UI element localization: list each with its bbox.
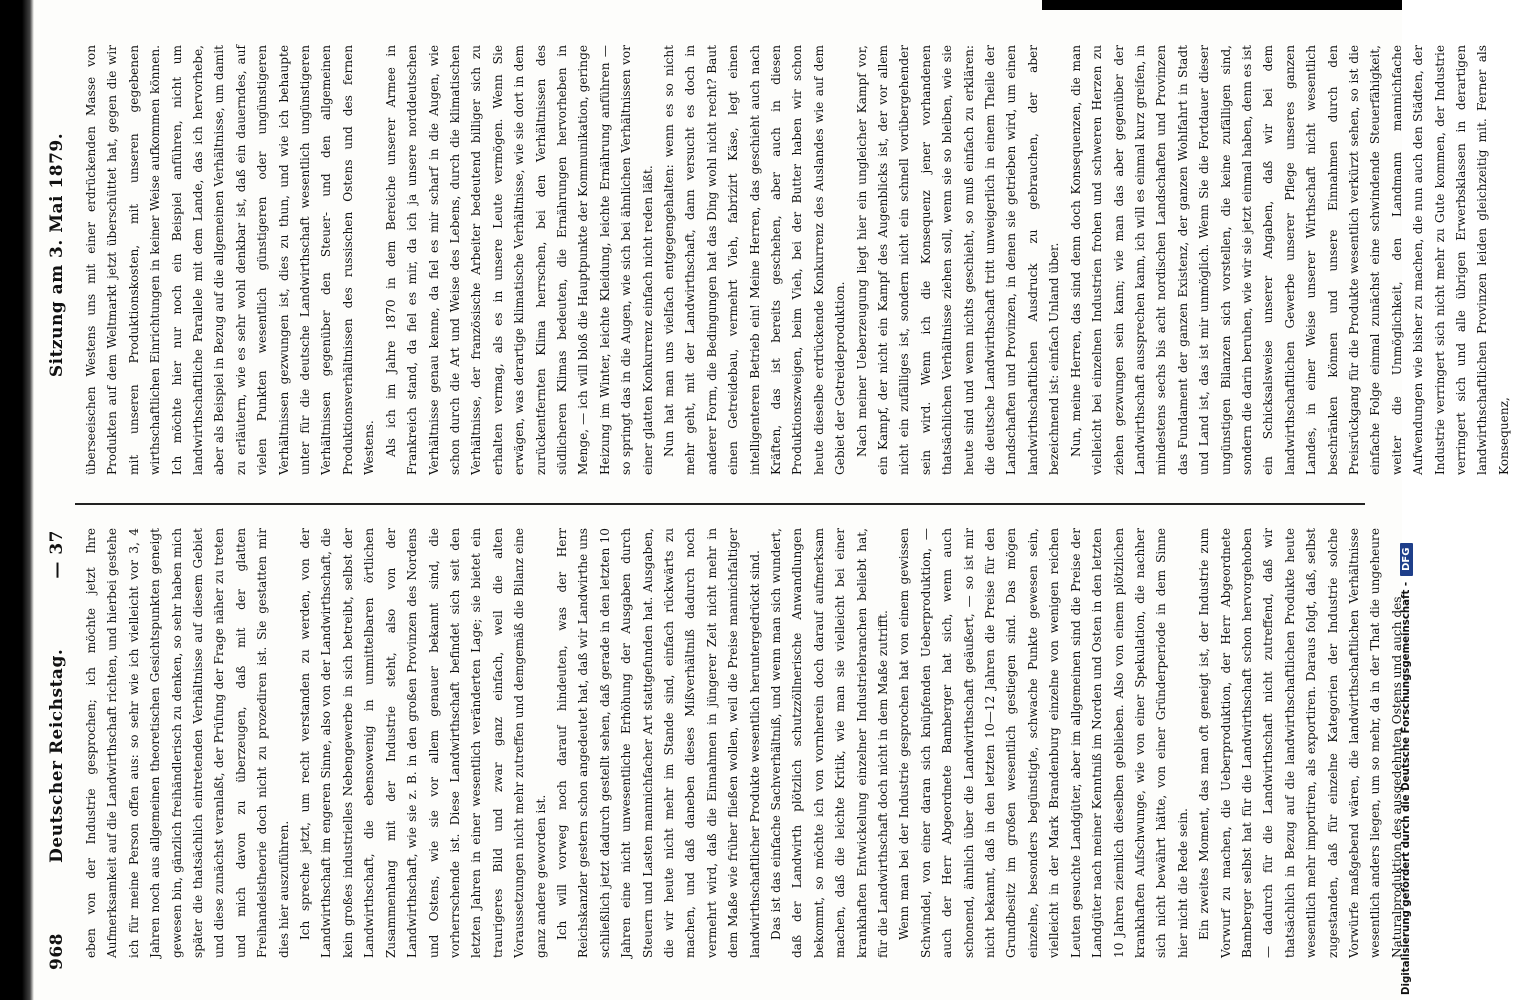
credit-text: Digitalisierung gefördert durch die Deutsche Forschungsgemeinschaft -	[1401, 581, 1412, 995]
text-column-right	[81, 45, 1511, 475]
paragraph: Wenn man bei der Industrie gesprochen hat von einem gewissen Schwindel, von einer daran sich knüpfenden Ueberproduktion, — auch der Herr Abgeordnete Bamberger hat sich, wenn auch schonend, ähnlich über die Landwirthschaft geäußert, — so ist mir nicht bekannt, daß in den letzten 10—12 Jahren die Preise für den Grundbesitz im großen wesentlich gestiegen sind. Das mögen einzelne, besonders begünstigte, schwache Punkte gewesen sein, vielleicht in der Mark Brandenburg einzelne von wenigen reichen Leuten gesuchte Landgüter, aber im allgemeinen sind die Preise der Landgüter nach meiner Kenntniß im Norden und Osten in den letzten 10 Jahren ziemlich dieselben geblieben. Also von einem plötzlichen krankhaften Aufschwunge, wie von einer Spekulation, die nachher sich nicht bewährt hätte, von einer Gründerperiode in dem Sinne hier nicht die Rede sein.	[897, 528, 1190, 958]
session-date: Sitzung am 3. Mai 1879.	[47, 132, 67, 378]
paragraph: Ich will vorweg noch darauf hindeuten, was der Herr Reichskanzler gestern schon angedeutet hat, daß wir Landwirthe uns schließlich jetzt dadurch gestellt sehen, daß gerade in den letzten 10 Jahren eine nicht unwesentliche Erhöhung der Ausgaben durch Steuern und Lasten mannichfacher Art stattgefunden hat. Ausgaben, die wir heute nicht mehr im Stande sind, einfach rückwärts zu machen, und daß daneben dieses Mißverhältniß dadurch noch vermehrt wird, daß die Einnahmen in jüngerer Zeit nicht mehr in dem Maße wie früher fließen wollen, weil die Preise mannichfaltiger landwirthschaftlicher Produkte wesentlich heruntergedrückt sind.	[554, 528, 762, 958]
digitization-credit	[1400, 543, 1413, 995]
text-column-left	[81, 528, 1404, 958]
publication-title: Deutscher Reichstag.	[47, 648, 67, 863]
page-header	[41, 30, 81, 970]
paragraph: Das ist das einfache Sachverhältniß, und wenn man sich wundert, daß der Landwirth plötzlich schutzzöllnerische Anwandlungen bekommt, so möchte ich von vornherein doch darauf aufmerksam machen, daß die leichte Kritik, wie man sie vielleicht bei einer krankhaften Entwickelung einzelner Industriebranchen beliebt hat, für die Landwirthschaft doch nicht in dem Maße zutrifft.	[769, 528, 891, 958]
scan-border-left	[0, 0, 34, 1000]
paragraph: Nun hat man uns vielfach entgegengehalten: wenn es so nicht mehr geht, mit der Landwirthschaft, dann versucht es doch in anderer Form, die Bedingungen hat das Ding wohl nicht recht? Baut einen Getreidebau, vermehrt Vieh, fabrizirt Käse, legt einen intelligenteren Betrieb ein! Meine Herren, das geschieht auch nach Kräften, das ist bereits geschehen, aber auch in diesen Produktionszweigen, beim Vieh, bei der Butter haben wir schon heute dieselbe erdrückende Konkurrenz des Auslandes wie auf dem Gebiet der Getreideproduktion.	[661, 45, 848, 475]
scan-border-top	[1042, 0, 1402, 10]
paragraph: Nun, meine Herren, das sind denn doch Konsequenzen, die man vielleicht bei einzelnen Industrien frohen und schweren Herzen zu ziehen gezwungen sein kann; wie man das aber gegenüber der Landwirthschaft aussprechen kann, ich will es einmal kurz greifen, in mindestens sechs bis acht nordischen Landschaften und Provinzen das Fundament der ganzen Existenz, der ganzen Wohlfahrt in Stadt und Land ist, das ist mir unmöglich. Wenn Sie die Fortdauer dieser ungünstigen Bilanzen sich vorstellen, die keine zufälligen sind, sondern die darin beruhen, wie wir sie jetzt einmal haben, denn es ist ein Schicksalsweise unserer Angaben, daß wir bei dem landwirthschaftlichen Gewerbe unserer Pflege unseres ganzen Landes, in einer Weise unserer Wirthschaft nicht wesentlich beschränken können und unsere Einnahmen durch den Preisrückgang für die Produkte wesentlich verkürzt sehen, so ist die einfache Folge einmal zunächst eine schwindende Steuerfähigkeit, weiter die Unmöglichkeit, den Landmann mannichfache Aufwendungen wie bisher zu machen, die nun auch den Städten, der Industrie verringert sich nicht mehr zu Gute kommen, der Industrie verringert sich und alle übrigen Erwerbsklassen in derartigen landwirthschaftlichen Provinzen leiden gleichzeitig mit. Ferner als Konsequenz,	[1068, 45, 1511, 475]
column-divider	[75, 503, 1365, 505]
header-left	[47, 530, 67, 970]
paragraph: überseeischen Westens uns mit einer erdrückenden Masse von Produkten auf dem Weltmarkt jetzt überschüttet hat, gegen die wir mit unseren Produktionskosten, mit unseren gegebenen wirthschaftlichen Einrichtungen in keiner Weise aufkommen können. Ich möchte hier nur noch ein Beispiel anführen, nicht um landwirthschaftliche Parallele mit dem Lande, das ich hervorhebe, aber als Beispiel in Bezug auf die allgemeinen Verhältnisse, um damit zu erläutern, wie es sehr wohl denkbar ist, daß ein dauerndes, auf vielen Punkten wesentlich günstigeren oder ungünstigeren Verhältnissen gezwungen ist, dies zu thun, und wie ich behaupte unter für die deutsche Landwirthschaft wesentlich ungünstigeren Verhältnissen gegenüber den Steuer- und den allgemeinen Produktionsverhältnissen des russischen Ostens und des fernen Westens.	[84, 45, 377, 475]
page-number: 968	[47, 933, 67, 970]
session-number: — 37	[47, 530, 67, 579]
paragraph: Als ich im Jahre 1870 in dem Bereiche unserer Armee in Frankreich stand, da fiel es mir, da ich ja unsere norddeutschen Verhältnisse genau kenne, da fiel es mir scharf in die Augen, wie schon durch die Art und Weise des Lebens, durch die klimatischen Verhältnisse, der französische Arbeiter bedeutend billiger sich zu erhalten vermag, als es in unsere Leute vermögen. Wenn Sie erwägen, was derartige klimatische Verhältnisse, wie sie dort in dem zurückentfernten Klima herrschen, bei den Verhältnissen des südlicheren Klimas bedeuten, die Ernährungen hervorheben in Menge, — ich will bloß die Hauptpunkte der Kommunikation, geringe Heizung im Winter, leichte Kleidung, leichte Ernährung anführen — so springt das in die Augen, wie sich bei ähnlichen Verhältnissen vor einer glatten Konkurrenz einfach nicht reden läßt.	[383, 45, 655, 475]
paragraph: Ich spreche jetzt, um recht verstanden zu werden, von der Landwirthschaft im engeren Sinne, also von der Landwirthschaft, die kein großes industrielles Nebengewerbe in sich betreibt, selbst der Landwirthschaft, die ebensowenig in unmittelbaren örtlichen Zusammenhang mit der Industrie steht, also von der Landwirthschaft, wie sie z. B. in den großen Provinzen des Nordens und Ostens, wie sie vor allem genauer bekannt sind, die vorherrschende ist. Diese Landwirthschaft befindet sich seit den letzten Jahren in einer wesentlich veränderten Lage; sie bietet ein traurigeres Bild und zwar ganz einfach, weil die alten Voraussetzungen nicht mehr zutreffen und demgemäß die Bilanz eine ganz andere geworden ist.	[298, 528, 548, 958]
paragraph: eben von der Industrie gesprochen; ich möchte jetzt Ihre Aufmerksamkeit auf die Landwirthschaft richten, und hierbei gestehe ich für meine Person offen aus: so sehr wie ich vielleicht vor 3, 4 Jahren noch aus allgemeinen theoretischen Gesichtspunkten geneigt gewesen bin, gänzlich freihändlerisch zu denken, so sehr haben mich später die thatsächlich eintretenden Verhältnisse auf diesem Gebiet und diese zunächst veranlaßt, der Prüfung der Frage näher zu treten und mich davon zu überzeugen, daß mit der glatten Freihandelstheorie doch nicht zu prozediren ist. Sie gestatten mir dies hier auszuführen.	[84, 528, 291, 958]
paragraph: Nach meiner Ueberzeugung liegt hier ein ungleicher Kampf vor, ein Kampf, der nicht ein Kampf des Augenblicks ist, der vor allem nicht ein zufälliges ist, sondern nicht ein schnell vorübergehender sein wird. Wenn ich die Konsequenz jener vorhandenen thatsächlichen Verhältnisse ziehen soll, wenn sie so bleiben, wie sie heute sind und wenn nichts geschieht, so muß einfach zu erklären: die deutsche Landwirthschaft tritt unweigerlich in einem Theile der Landschaften und Provinzen, in denen sie getrieben wird, um einen landwirthschaftlichen Ausdruck zu gebrauchen, der aber bezeichnend ist: einfach Unland über.	[854, 45, 1062, 475]
dfg-logo: DFG	[1400, 543, 1413, 576]
paragraph: Ein zweites Moment, das man oft geneigt ist, der Industrie zum Vorwurf zu machen, die Ueberproduktion, der Herr Abgeordnete Bamberger selbst hat für die Landwirthschaft schon hervorgehoben — dadurch für die Landwirthschaft nicht zutreffend, daß wir thatsächlich in Bezug auf die landwirthschaftlichen Produkte heute wesentlich mehr importiren, als exportiren. Daraus folgt, daß, selbst zugestanden, daß für einzelne Kategorien der Industrie solche Vorwürfe maßgebend wären, die landwirthschaftlichen Verhältnisse wesentlich anders liegen, um so mehr, da in der That die ungeheure Naturalproduktion des ausgedehnten Ostens und auch des	[1197, 528, 1404, 958]
